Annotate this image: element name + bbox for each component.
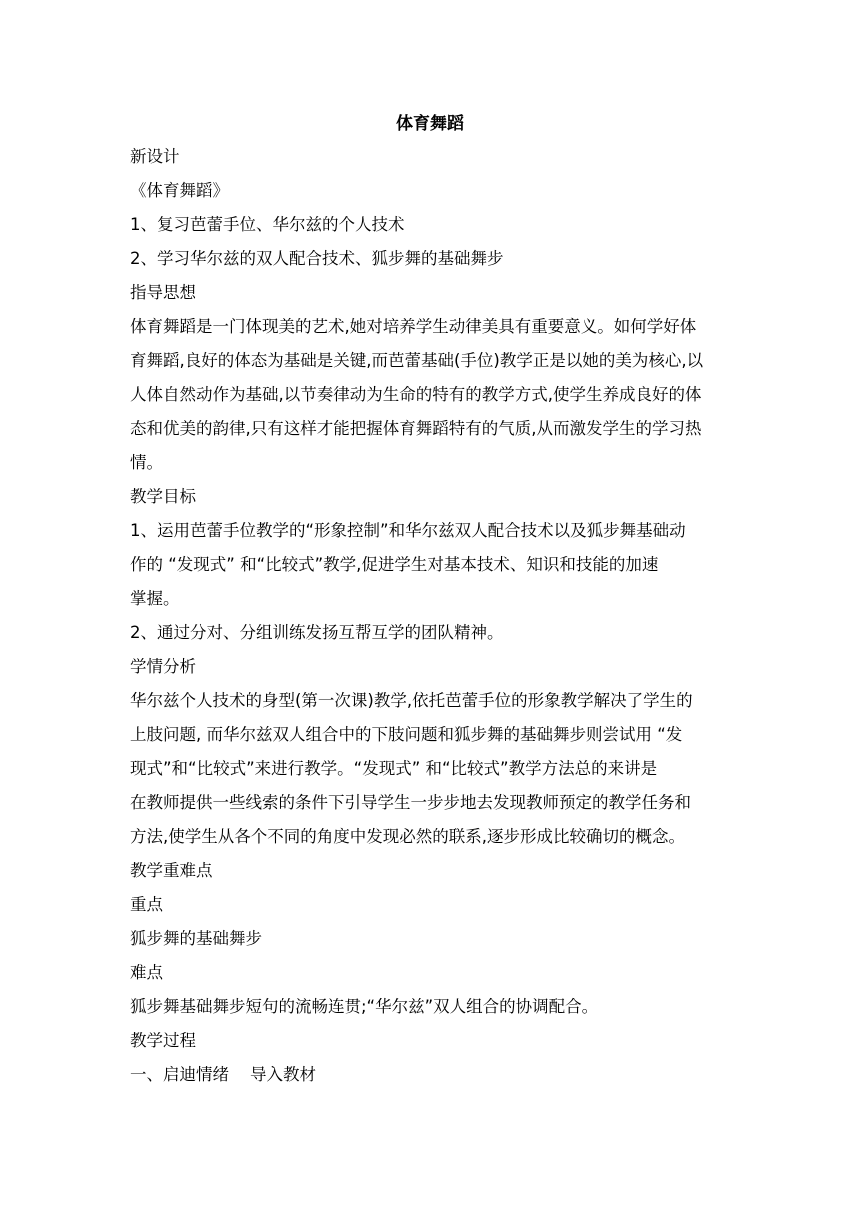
text-line-process-step-1: 一、启迪情绪 导入教材	[130, 1065, 316, 1084]
text-line-item-2: 2、学习华尔兹的双人配合技术、狐步舞的基础舞步	[130, 249, 504, 268]
paragraph-line: 育舞蹈,良好的体态为基础是关键,而芭蕾基础(手位)教学正是以她的美为核心,以	[130, 351, 704, 370]
section-heading-student-analysis: 学情分析	[130, 657, 196, 676]
paragraph-line: 1、运用芭蕾手位教学的“形象控制”和华尔兹双人配合技术以及狐步舞基础动	[130, 521, 686, 540]
paragraph-guiding-idea	[130, 310, 730, 480]
paragraph-line: 态和优美的韵律,只有这样才能把握体育舞蹈特有的气质,从而激发学生的学习热	[130, 419, 702, 438]
paragraph-line: 掌握。	[130, 589, 180, 608]
paragraph-line: 情。	[130, 453, 163, 472]
paragraph-line: 现式”和“比较式”来进行教学。“发现式” 和“比较式”教学方法总的来讲是	[130, 759, 658, 778]
paragraph-student-analysis	[130, 684, 730, 854]
subheading-key-point: 重点	[130, 895, 163, 914]
document-body	[130, 108, 730, 1092]
paragraph-line: 体育舞蹈是一门体现美的艺术,她对培养学生动律美具有重要意义。如何学好体	[130, 317, 697, 336]
text-line-course-name: 《体育舞蹈》	[130, 181, 229, 200]
text-line-difficult-point: 狐步舞基础舞步短句的流畅连贯;“华尔兹”双人组合的协调配合。	[130, 997, 599, 1016]
paragraph-line: 方法,使学生从各个不同的角度中发现必然的联系,逐步形成比较确切的概念。	[130, 827, 685, 846]
section-heading-guiding-idea: 指导思想	[130, 283, 196, 302]
paragraph-line: 在教师提供一些线索的条件下引导学生一步步地去发现教师预定的教学任务和	[130, 793, 691, 812]
section-heading-teaching-goals: 教学目标	[130, 487, 196, 506]
text-line-teaching-goal-2: 2、通过分对、分组训练发扬互帮互学的团队精神。	[130, 623, 504, 642]
text-line-new-design: 新设计	[130, 147, 180, 166]
paragraph-line: 上肢问题, 而华尔兹双人组合中的下肢问题和狐步舞的基础舞步则尝试用 “发	[130, 725, 683, 744]
paragraph-line: 作的 “发现式” 和“比较式”教学,促进学生对基本技术、知识和技能的加速	[130, 555, 659, 574]
text-line-key-point: 狐步舞的基础舞步	[130, 929, 262, 948]
paragraph-line: 人体自然动作为基础,以节奏律动为生命的特有的教学方式,使学生养成良好的体	[130, 385, 702, 404]
paragraph-line: 华尔兹个人技术的身型(第一次课)教学,依托芭蕾手位的形象教学解决了学生的	[130, 691, 693, 710]
section-heading-teaching-process: 教学过程	[130, 1031, 196, 1050]
document-title: 体育舞蹈	[396, 114, 464, 134]
paragraph-teaching-goal-1	[130, 514, 730, 616]
subheading-difficult-point: 难点	[130, 963, 163, 982]
section-heading-key-difficult-points: 教学重难点	[130, 861, 213, 880]
text-line-item-1: 1、复习芭蕾手位、华尔兹的个人技术	[130, 215, 405, 234]
